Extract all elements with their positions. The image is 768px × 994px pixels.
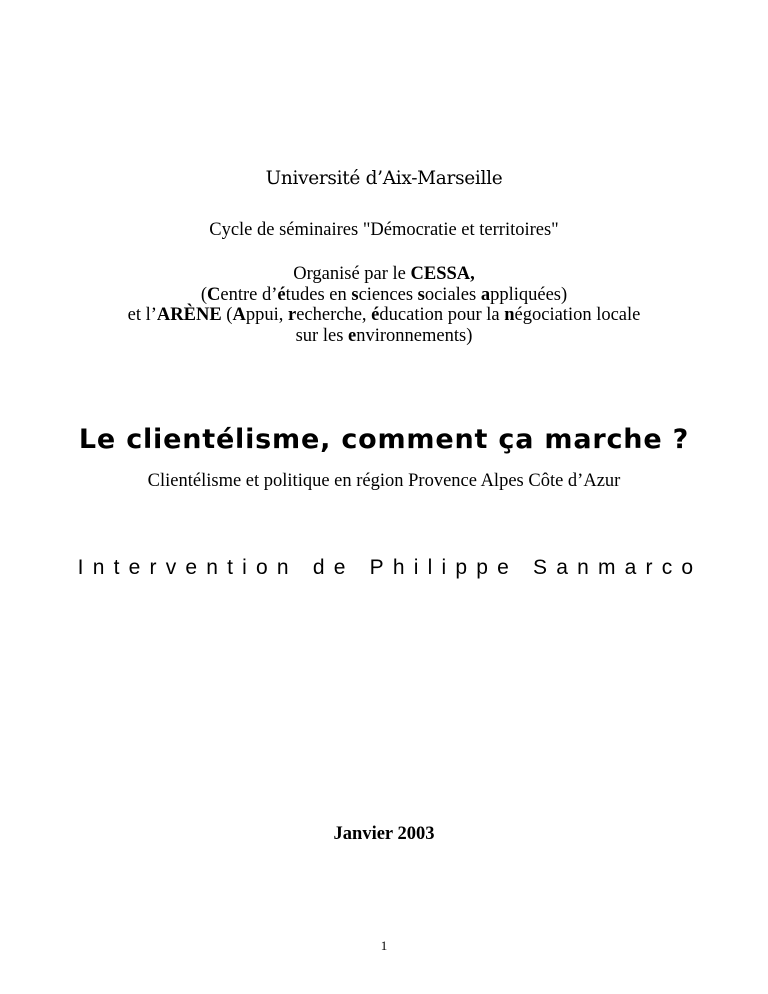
arene-letter: A xyxy=(232,305,246,325)
cessa-letter: s xyxy=(417,284,425,305)
arene-line-2 xyxy=(0,326,768,347)
cessa-rest: ppliquées) xyxy=(490,284,568,305)
cessa-expansion xyxy=(0,285,768,306)
cessa-letter: é xyxy=(277,284,286,305)
organizers-block xyxy=(0,264,768,346)
seminar-cycle: Cycle de séminaires "Démocratie et territoires" xyxy=(209,220,559,240)
arene-letter: r xyxy=(287,305,297,325)
cessa-rest: entre d’ xyxy=(220,284,278,305)
arene-acronym: ARÈNE xyxy=(156,305,222,325)
cessa-open-paren: ( xyxy=(200,284,207,305)
and-prefix: et l’ xyxy=(127,305,157,325)
arene-rest: égociation locale xyxy=(514,305,641,325)
arene-rest: nvironnements) xyxy=(356,325,473,346)
page-number: 1 xyxy=(380,938,388,953)
cessa-letter: s xyxy=(351,284,359,305)
arene-letter: e xyxy=(348,325,357,346)
arene-line2-prefix: sur les xyxy=(295,325,349,346)
document-date: Janvier 2003 xyxy=(333,824,435,844)
organized-by-prefix: Organisé par le xyxy=(293,264,411,284)
cessa-letter: a xyxy=(480,284,491,305)
cessa-rest: tudes en xyxy=(285,284,352,305)
arene-open: ( xyxy=(221,305,233,325)
document-title: Le clientélisme, comment ça marche ? xyxy=(78,424,690,455)
arene-rest: ducation pour la xyxy=(379,305,505,325)
arene-letter: n xyxy=(504,305,515,325)
arene-line xyxy=(0,305,768,326)
cessa-letter: C xyxy=(207,284,221,305)
document-subtitle: Clientélisme et politique en région Provence Alpes Côte d’Azur xyxy=(147,471,621,491)
cessa-rest: ciences xyxy=(358,284,418,305)
arene-letter: é xyxy=(371,305,380,325)
arene-rest: echerche, xyxy=(296,305,372,325)
cessa-acronym: CESSA, xyxy=(410,264,475,284)
university-name: Université d’Aix-Marseille xyxy=(265,168,503,189)
arene-rest: ppui, xyxy=(245,305,288,325)
organized-by-line xyxy=(0,264,768,285)
cessa-rest: ociales xyxy=(424,284,481,305)
intervention-speaker: Intervention de Philippe Sanmarco xyxy=(77,556,703,579)
